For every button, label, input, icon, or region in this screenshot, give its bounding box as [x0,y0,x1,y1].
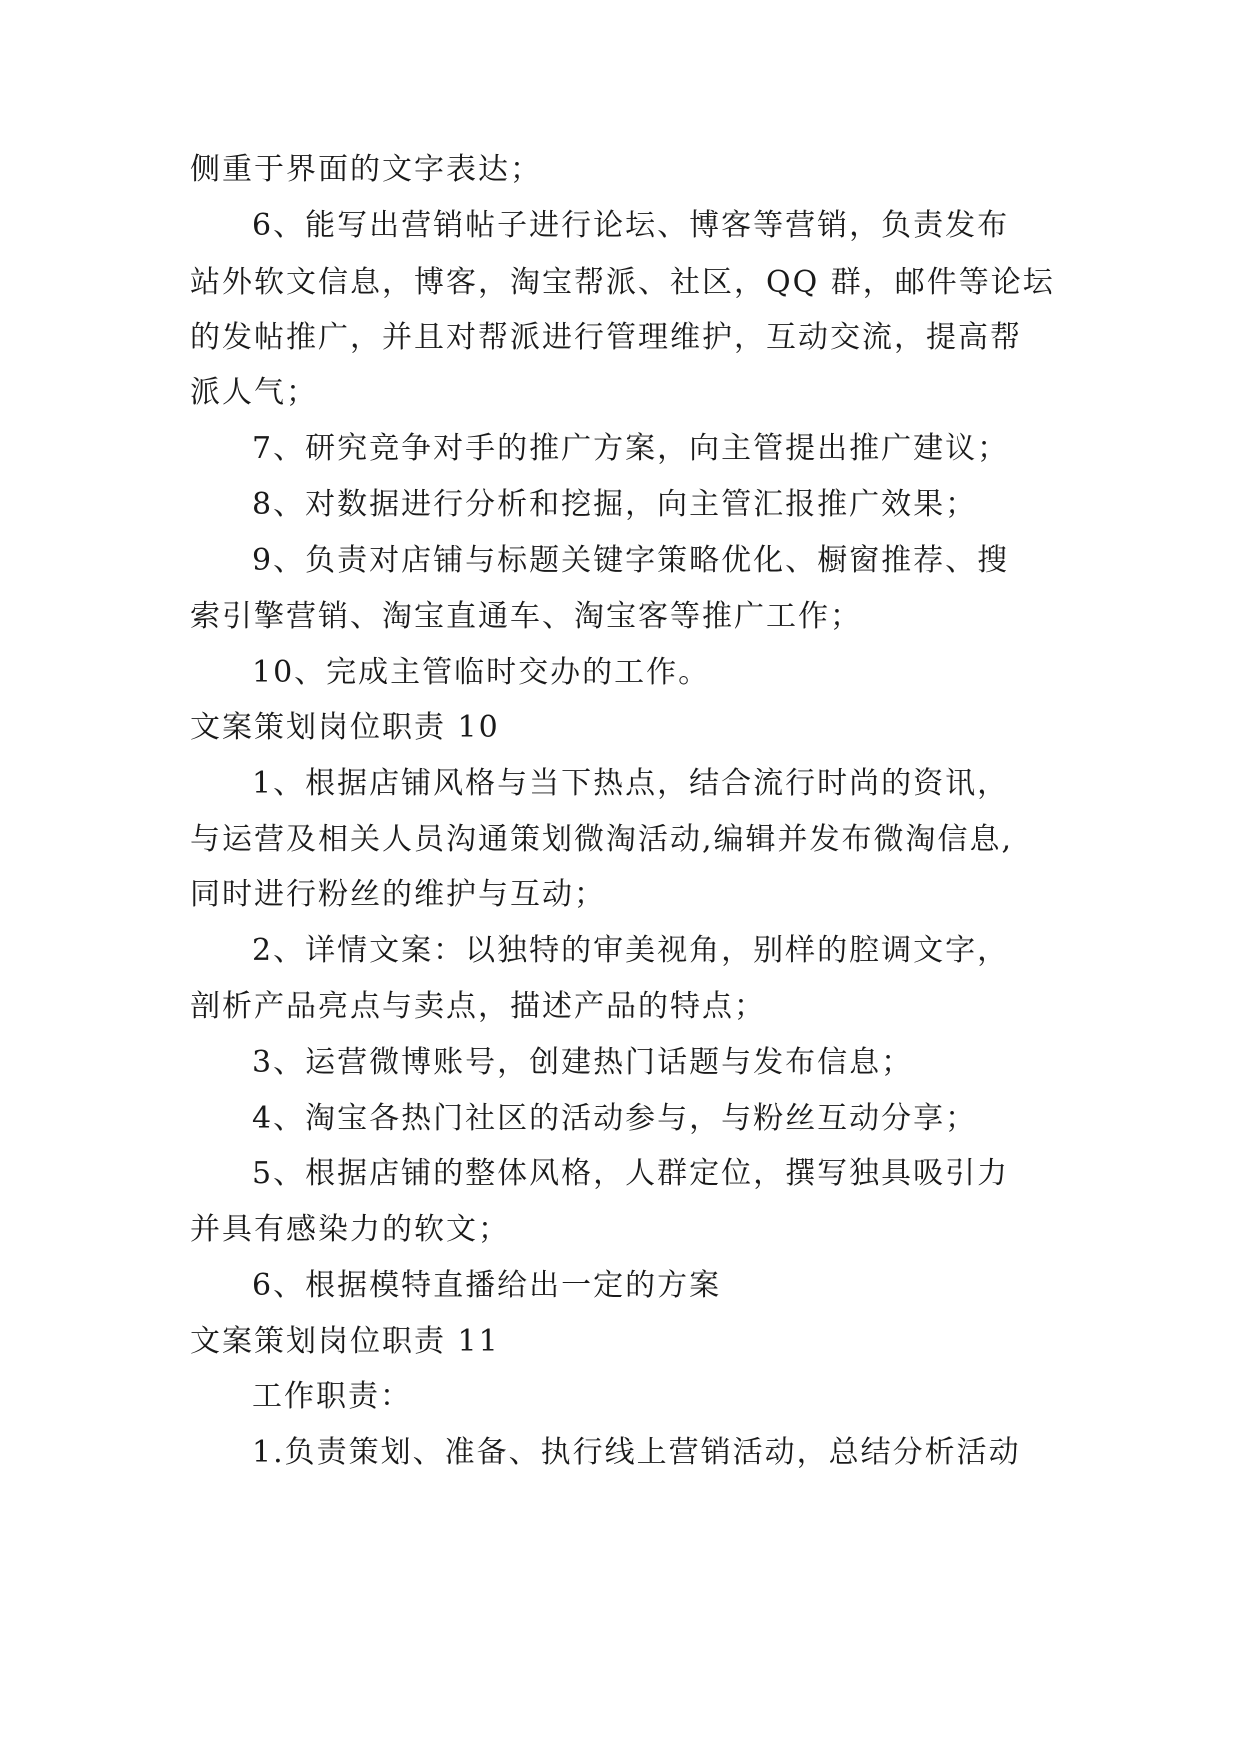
list-item-6: 6、能写出营销帖子进行论坛、博客等营销，负责发布 [252,208,1010,243]
text-line: 的发帖推广，并且对帮派进行管理维护，互动交流，提高帮 [190,320,1022,355]
list-item-6: 6、根据模特直播给出一定的方案 [252,1268,722,1303]
list-item-1: 1、根据店铺风格与当下热点，结合流行时尚的资讯， [252,766,1010,801]
list-item-2: 2、详情文案：以独特的审美视角，别样的腔调文字， [252,933,1010,968]
text-line: 侧重于界面的文字表达； [190,152,542,187]
text-line: 索引擎营销、淘宝直通车、淘宝客等推广工作； [190,599,862,634]
subheading: 工作职责： [252,1379,412,1414]
text-line: 同时进行粉丝的维护与互动； [190,877,606,912]
text-line: 派人气； [190,375,318,410]
text-line: 站外软文信息，博客，淘宝帮派、社区，QQ 群，邮件等论坛 [190,265,1055,300]
list-item-8: 8、对数据进行分析和挖掘，向主管汇报推广效果； [252,487,978,522]
section-heading: 文案策划岗位职责 11 [190,1324,500,1359]
list-item-9: 9、负责对店铺与标题关键字策略优化、橱窗推荐、搜 [252,543,1010,578]
list-item-7: 7、研究竞争对手的推广方案，向主管提出推广建议； [252,431,1010,466]
list-item-3: 3、运营微博账号，创建热门话题与发布信息； [252,1045,914,1080]
list-item-1: 1.负责策划、准备、执行线上营销活动，总结分析活动 [252,1435,1021,1470]
list-item-10: 10、完成主管临时交办的工作。 [252,655,711,690]
list-item-5: 5、根据店铺的整体风格，人群定位，撰写独具吸引力 [252,1156,1010,1191]
text-line: 与运营及相关人员沟通策划微淘活动,编辑并发布微淘信息, [190,822,1014,857]
text-line: 剖析产品亮点与卖点，描述产品的特点； [190,989,766,1024]
section-heading: 文案策划岗位职责 10 [190,710,500,745]
list-item-4: 4、淘宝各热门社区的活动参与，与粉丝互动分享； [252,1101,978,1136]
text-line: 并具有感染力的软文； [190,1212,510,1247]
